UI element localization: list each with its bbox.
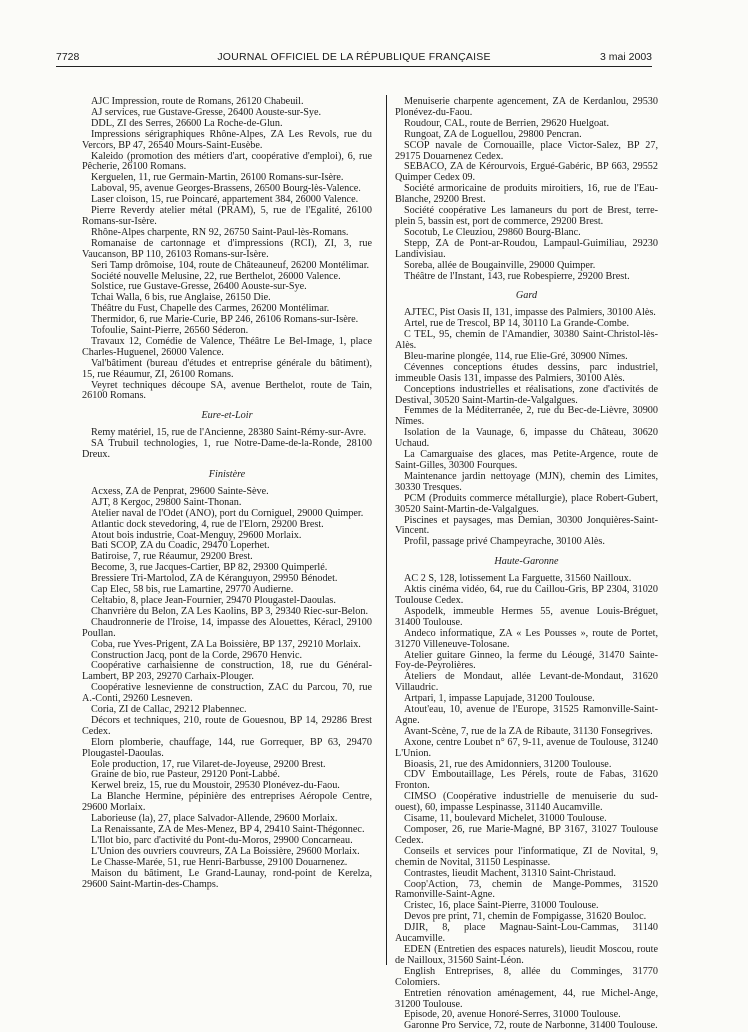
company-entry: Atout bois industrie, Coat-Menguy, 29600 Morlaix. [91, 529, 302, 541]
company-entry: Maintenance jardin nettoyage (MJN), chemin des Limites, 30330 Tresques. [395, 470, 658, 493]
company-entry: Tchai Walla, 6 bis, rue Anglaise, 26150 Die. [91, 292, 271, 304]
company-entry: Stepp, ZA de Pont-ar-Roudou, Lampaul-Guimiliau, 29230 Landivisiau. [395, 237, 658, 260]
company-entry: SA Trubuil technologies, 1, rue Notre-Dame-de-la-Ronde, 28100 Dreux. [82, 438, 372, 461]
company-entry: Cristec, 16, place Saint-Pierre, 31000 Toulouse. [404, 900, 599, 912]
company-entry: AC 2 S, 128, lotissement La Farguette, 31560 Nailloux. [404, 573, 632, 585]
company-entry: Bioasis, 21, rue des Amidonniers, 31200 Toulouse. [404, 758, 612, 770]
company-entry: L'Ilot bio, parc d'activité du Pont-du-Moros, 29900 Concarneau. [91, 834, 353, 846]
company-entry: Val'bâtiment (bureau d'études et entreprise générale du bâtiment), 15, rue Réaumur, ZI, 26100 Romans. [82, 357, 372, 380]
company-entry: Cévennes conceptions études dessins, parc industriel, immeuble Oasis 131, impasse des Palmiers, 30100 Alès. [395, 361, 658, 384]
journal-title: JOURNAL OFFICIEL DE LA RÉPUBLIQUE FRANÇAISE [217, 51, 491, 63]
left-column [82, 97, 372, 890]
company-entry: Soreba, allée de Bougainville, 29000 Quimper. [404, 259, 596, 271]
company-entry: Cisame, 11, boulevard Michelet, 31000 Toulouse. [404, 813, 607, 825]
company-entry: Bressiere Tri-Martolod, ZA de Kéranguyon, 29950 Bénodet. [91, 573, 338, 585]
company-entry: Rhône-Alpes charpente, RN 92, 26750 Saint-Paul-lès-Romans. [91, 226, 349, 238]
company-entry: Impressions sérigraphiques Rhône-Alpes, ZA Les Revols, rue du Vercors, BP 47, 26540 Mours-Saint-Eusèbe. [82, 128, 372, 151]
company-entry: La Blanche Hermine, pépinière des entreprises Aéropole Centre, 29600 Morlaix. [82, 791, 372, 814]
department-heading: Gard [515, 290, 538, 302]
company-entry: Entretien rénovation aménagement, 44, rue Michel-Ange, 31200 Toulouse. [395, 987, 658, 1010]
company-entry: CIMSO (Coopérative industrielle de menuiserie du sud-ouest), 60, impasse Lespinasse, 31140 Aucamville. [395, 791, 658, 814]
company-entry: Kerguelen, 11, rue Germain-Martin, 26100 Romans-sur-Isère. [91, 172, 344, 184]
company-entry: Remy matériel, 15, rue de l'Ancienne, 28380 Saint-Rémy-sur-Avre. [91, 427, 367, 439]
company-entry: Coopérative carhaisienne de construction, 18, rue du Général-Lambert, BP 203, 29270 Carhaix-Plouger. [82, 660, 372, 683]
company-entry: Thermidor, 6, rue Marie-Curie, BP 246, 26106 Romans-sur-Isère. [91, 314, 359, 326]
department-heading: Haute-Garonne [494, 556, 559, 568]
company-entry: La Renaissante, ZA de Mes-Menez, BP 4, 29410 Saint-Thégonnec. [91, 824, 365, 835]
company-entry: Socotub, Le Cleuziou, 29860 Bourg-Blanc. [404, 226, 581, 238]
company-entry: EDEN (Entretien des espaces naturels), lieudit Moscou, route de Nailloux, 31560 Saint-Léon. [395, 943, 658, 966]
company-entry: Société armoricaine de produits miroitiers, 16, rue de l'Eau-Blanche, 29200 Brest. [395, 183, 658, 206]
company-entry: Aspodelk, immeuble Hermes 55, avenue Louis-Bréguet, 31400 Toulouse. [395, 605, 658, 628]
company-entry: AJT, 8 Kergoc, 29800 Saint-Thonan. [91, 496, 242, 508]
company-entry: Coopérative lesnevienne de construction, ZAC du Parcou, 70, rue A.-Conti, 29260 Lesneven. [82, 682, 372, 705]
company-entry: Menuiserie charpente agencement, ZA de Kerdanlou, 29530 Plonévez-du-Faou. [395, 96, 658, 118]
company-entry: Kerwel breiz, 15, rue du Moustoir, 29530 Plonévez-du-Faou. [91, 780, 340, 792]
page-header [56, 50, 652, 66]
company-entry: Eole production, 17, rue Vilaret-de-Joyeuse, 29200 Brest. [91, 758, 326, 770]
company-entry: Chanvrière du Belon, ZA Les Kaolins, BP 3, 29340 Riec-sur-Belon. [91, 605, 368, 617]
company-entry: Graine de bio, rue Pasteur, 29120 Pont-Labbé. [91, 769, 280, 781]
company-entry: Théâtre de l'Instant, 143, rue Robespierre, 29200 Brest. [404, 270, 630, 282]
company-entry: Piscines et paysages, mas Demian, 30300 Jonquières-Saint-Vincent. [395, 514, 658, 537]
issue-date: 3 mai 2003 [600, 51, 652, 63]
company-entry: Episode, 20, avenue Honoré-Serres, 31000 Toulouse. [404, 1009, 621, 1021]
company-entry: Laser cloison, 15, rue Poincaré, appartement 384, 26000 Valence. [91, 194, 359, 206]
company-entry: English Entreprises, 8, allée du Comminges, 31770 Colomiers. [395, 965, 658, 988]
company-entry: SCOP navale de Cornouaille, place Victor-Salez, BP 27, 29175 Douarnenez Cedex. [395, 139, 658, 162]
company-entry: Tofoulie, Saint-Pierre, 26560 Séderon. [91, 325, 249, 337]
company-entry: DDL, ZI des Serres, 26600 La Roche-de-Glun. [91, 117, 283, 129]
company-entry: Laboval, 95, avenue Georges-Brassens, 26500 Bourg-lès-Valence. [91, 183, 361, 195]
company-entry: Société nouvelle Melusine, 22, rue Berthelot, 26000 Valence. [91, 270, 341, 282]
company-entry: Atout'eau, 10, avenue de l'Europe, 31525 Ramonville-Saint-Agne. [395, 704, 658, 726]
department-heading: Eure-et-Loir [201, 410, 253, 422]
company-entry: Rungoat, ZA de Loguellou, 29800 Pencran. [404, 128, 582, 140]
company-entry: Solstice, rue Gustave-Gresse, 26400 Aouste-sur-Sye. [91, 281, 307, 293]
company-entry: Coba, rue Yves-Prigent, ZA La Boissière, BP 137, 29210 Morlaix. [91, 638, 361, 650]
company-entry: Société coopérative Les lamaneurs du port de Brest, terre-plein 5, bassin est, port de commerce, 29200 Brest. [395, 205, 658, 227]
company-entry: Batiroise, 7, rue Réaumur, 29200 Brest. [91, 551, 253, 563]
company-entry: Le Chasse-Marée, 51, rue Henri-Barbusse, 29100 Douarnenez. [91, 856, 348, 868]
company-entry: Andeco informatique, ZA « Les Pousses », route de Portet, 31270 Villeneuve-Tolosane. [395, 627, 658, 650]
column-divider [386, 95, 387, 965]
right-column [395, 97, 658, 1032]
header-rule [56, 66, 652, 67]
company-entry: Atelier naval de l'Odet (ANO), port du Corniguel, 29000 Quimper. [91, 507, 364, 519]
company-entry: Conceptions industrielles et réalisations, zone d'activités de Destival, 30520 Saint-Martin-de-Valgalgues. [395, 383, 658, 406]
company-entry: Ateliers de Mondaut, allée Levant-de-Mondaut, 31620 Villaudric. [395, 671, 658, 694]
company-entry: Become, 3, rue Jacques-Cartier, BP 82, 29300 Quimperlé. [91, 562, 328, 574]
company-entry: Bleu-marine plongée, 114, rue Elie-Gré, 30900 Nîmes. [404, 350, 628, 362]
company-entry: Romanaise de cartonnage et d'impressions (RCI), ZI, 3, rue Vaucanson, BP 110, 26103 Romans-sur-Isère. [82, 237, 372, 260]
company-entry: Laborieuse (la), 27, place Salvador-Allende, 29600 Morlaix. [91, 813, 338, 825]
company-entry: CDV Emboutaillage, Les Pérels, route de Fabas, 31620 Fronton. [395, 769, 658, 792]
company-entry: PCM (Produits commerce métallurgie), place Robert-Gubert, 30520 Saint-Martin-de-Valgalgues. [395, 492, 658, 515]
company-entry: AJTEC, Pist Oasis II, 131, impasse des Palmiers, 30100 Alès. [404, 307, 656, 319]
company-entry: Atelier guitare Ginneo, la ferme du Léougé, 31470 Sainte-Foy-de-Peyrolières. [395, 649, 658, 672]
company-entry: Construction Jacq, pont de la Corde, 29670 Henvic. [91, 649, 303, 661]
company-entry: DJIR, 8, place Magnau-Saint-Lou-Cammas, 31140 Aucamville. [395, 922, 658, 945]
company-entry: Veyret techniques découpe SA, avenue Berthelot, route de Tain, 26100 Romans. [82, 379, 372, 402]
company-entry: AJC Impression, route de Romans, 26120 Chabeuil. [91, 96, 304, 107]
department-heading: Finistère [208, 469, 246, 480]
company-entry: La Camarguaise des glaces, mas Petite-Argence, route de Saint-Gilles, 30300 Fourques. [395, 449, 658, 471]
company-entry: Garonne Pro Service, 72, route de Narbonne, 31400 Toulouse. [404, 1020, 658, 1032]
company-entry: Coop'Action, 73, chemin de Mange-Pommes, 31520 Ramonville-Saint-Agne. [395, 878, 658, 901]
company-entry: Artpari, 1, impasse Lapujade, 31200 Toulouse. [404, 693, 595, 705]
company-entry: Avant-Scène, 7, rue de la ZA de Ribaute, 31130 Fonsegrives. [404, 725, 653, 737]
company-entry: AJ services, rue Gustave-Gresse, 26400 Aouste-sur-Sye. [91, 106, 322, 118]
company-entry: Pierre Reverdy atelier métal (PRAM), 5, rue de l'Egalité, 26100 Romans-sur-Isère. [82, 205, 372, 227]
company-entry: Isolation de la Vaunage, 6, impasse du Château, 30620 Uchaud. [395, 427, 658, 450]
company-entry: Chaudronnerie de l'Iroise, 14, impasse des Alouettes, Kéracl, 29100 Poullan. [82, 616, 372, 639]
company-entry: Artel, rue de Trescol, BP 14, 30110 La Grande-Combe. [404, 318, 630, 330]
company-entry: Coria, ZI de Callac, 29212 Plabennec. [91, 704, 247, 716]
company-entry: Profil, passage privé Champeyrache, 30100 Alès. [404, 536, 605, 548]
company-entry: Elorn plomberie, chauffage, 144, rue Gorrequer, BP 63, 29470 Plougastel-Daoulas. [82, 736, 372, 759]
company-entry: Kaleido (promotion des métiers d'art, coopérative d'emploi), 6, rue Pêcherie, 26100 Romans. [82, 150, 372, 173]
company-entry: Axone, centre Loubet n° 67, 9-11, avenue de Toulouse, 31240 L'Union. [395, 736, 658, 759]
company-entry: Contrastes, lieudit Machent, 31310 Saint-Christaud. [404, 867, 616, 879]
company-entry: L'Union des ouvriers couvreurs, ZA La Boissière, 29600 Morlaix. [91, 845, 360, 857]
company-entry: Seri Tamp drômoise, 104, route de Châteauneuf, 26200 Montélimar. [91, 259, 370, 271]
company-entry: Bati SCOP, ZA du Coadic, 29470 Loperhet. [91, 540, 270, 552]
company-entry: Conseils et services pour l'informatique, ZI de Novital, 9, chemin de Novital, 31150 Lespinasse. [395, 845, 658, 868]
company-entry: SEBACO, ZA de Kérourvois, Ergué-Gabéric, BP 663, 29552 Quimper Cedex 09. [395, 161, 658, 184]
company-entry: Maison du bâtiment, Le Grand-Launay, rond-point de Kerelza, 29600 Saint-Martin-des-Champs. [82, 867, 372, 890]
company-entry: Atlantic dock stevedoring, 4, rue de l'Elorn, 29200 Brest. [91, 518, 324, 530]
company-entry: C TEL, 95, chemin de l'Amandier, 30380 Saint-Christol-lès-Alès. [395, 329, 658, 352]
company-entry: Aktis cinéma vidéo, 64, rue du Caillou-Gris, BP 2304, 31020 Toulouse Cedex. [395, 584, 658, 606]
company-entry: Composer, 26, rue Marie-Magné, BP 3167, 31027 Toulouse Cedex. [395, 824, 658, 846]
page-number: 7728 [56, 51, 80, 63]
company-entry: Cap Elec, 58 bis, rue Lamartine, 29770 Audierne. [91, 584, 294, 596]
company-entry: Celtabio, 8, place Jean-Fournier, 29470 Plougastel-Daoulas. [91, 594, 336, 606]
company-entry: Décors et techniques, 210, route de Gouesnou, BP 14, 29286 Brest Cedex. [82, 714, 372, 737]
company-entry: Devos pre print, 71, chemin de Fompigasse, 31620 Bouloc. [404, 911, 647, 923]
company-entry: Femmes de la Méditerranée, 2, rue du Bec-de-Lièvre, 30900 Nîmes. [395, 405, 658, 428]
company-entry: Travaux 12, Comédie de Valence, Théâtre Le Bel-Image, 1, place Charles-Huguenel, 26000 Valence. [82, 335, 372, 358]
company-entry: Théâtre du Fust, Chapelle des Carmes, 26200 Montélimar. [91, 303, 330, 315]
company-entry: Acxess, ZA de Penprat, 29600 Sainte-Sève. [91, 485, 269, 497]
company-entry: Roudour, CAL, route de Berrien, 29620 Huelgoat. [404, 117, 609, 129]
